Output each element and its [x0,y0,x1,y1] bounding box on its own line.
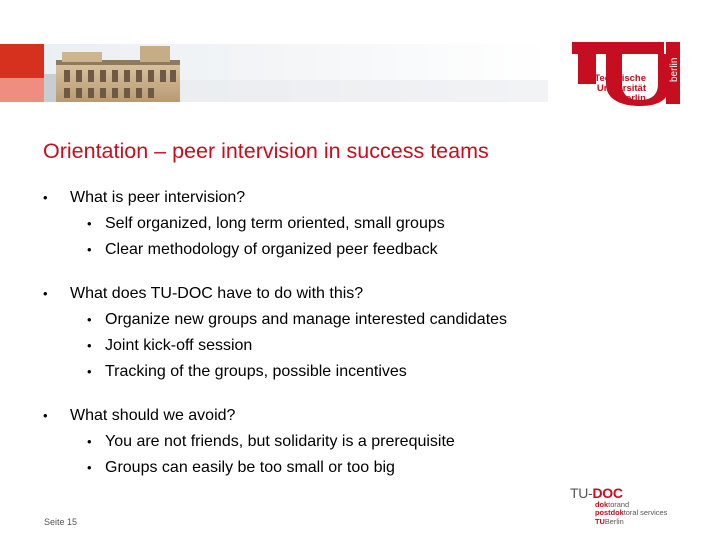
sub-bullet-dot: • [87,364,92,379]
tu-wordmark [594,74,646,104]
tagline-bold: TU [595,516,605,526]
wordmark-line: Universität [596,83,646,94]
tagline-bold: postdok [595,508,624,518]
sub-bullet [0,237,640,263]
sub-bullet-text: Joint kick-off session [105,337,253,354]
sub-bullet-dot: • [87,242,92,257]
bullet-heading-text: What should we avoid? [70,407,236,424]
sub-bullet-dot: • [87,434,92,449]
sub-bullet-dot: • [87,460,92,475]
bullet-dot: • [43,286,48,301]
tu-doc-tagline [595,501,667,526]
sub-bullet [0,359,640,385]
bullet-dot: • [43,408,48,423]
bullet-heading [0,403,640,429]
sub-bullet-text: You are not friends, but solidarity is a prerequisite [105,433,455,450]
slide-title: Orientation – peer intervision in success teams [43,139,489,163]
tagline-rest: toral services [623,508,668,518]
sub-bullet-dot: • [87,216,92,231]
sub-bullet-text: Groups can easily be too small or too big [105,459,395,476]
sub-bullet [0,211,640,237]
sub-bullet-text: Organize new groups and manage interested candidates [105,311,508,328]
tagline-rest: torand [608,500,630,509]
sub-bullet-text: Clear methodology of organized peer feedback [105,241,438,258]
bullet-heading-text: What does TU-DOC have to do with this? [70,285,364,302]
bullet-heading-text: What is peer intervision? [70,189,246,206]
sub-bullet-dot: • [87,312,92,327]
tagline-rest: Berlin [604,516,624,526]
bullet-section [0,185,640,263]
logo-vertical-text: berlin [669,57,680,82]
tagline-bold: dok [595,500,609,509]
sub-bullet-dot: • [87,338,92,353]
tu-doc-logo [570,485,690,531]
tu-doc-doc: DOC [592,485,623,501]
bullet-section [0,403,640,481]
sub-bullet-text: Tracking of the groups, possible incentives [105,363,407,380]
bullet-section [0,281,640,385]
sub-bullet-text: Self organized, long term oriented, small groups [105,215,445,232]
sub-bullet [0,429,640,455]
page-number: Seite 15 [44,517,78,527]
tu-doc-wordmark [570,485,623,501]
wordmark-line: Berlin [619,93,646,104]
header-banner-image [0,44,548,102]
bullet-heading [0,281,640,307]
slide-content [0,185,640,481]
bullet-dot: • [43,190,48,205]
sub-bullet [0,455,640,481]
bullet-heading [0,185,640,211]
tu-doc-tu: TU- [570,485,593,501]
wordmark-line: Technische [594,73,646,84]
sub-bullet [0,333,640,359]
sub-bullet [0,307,640,333]
